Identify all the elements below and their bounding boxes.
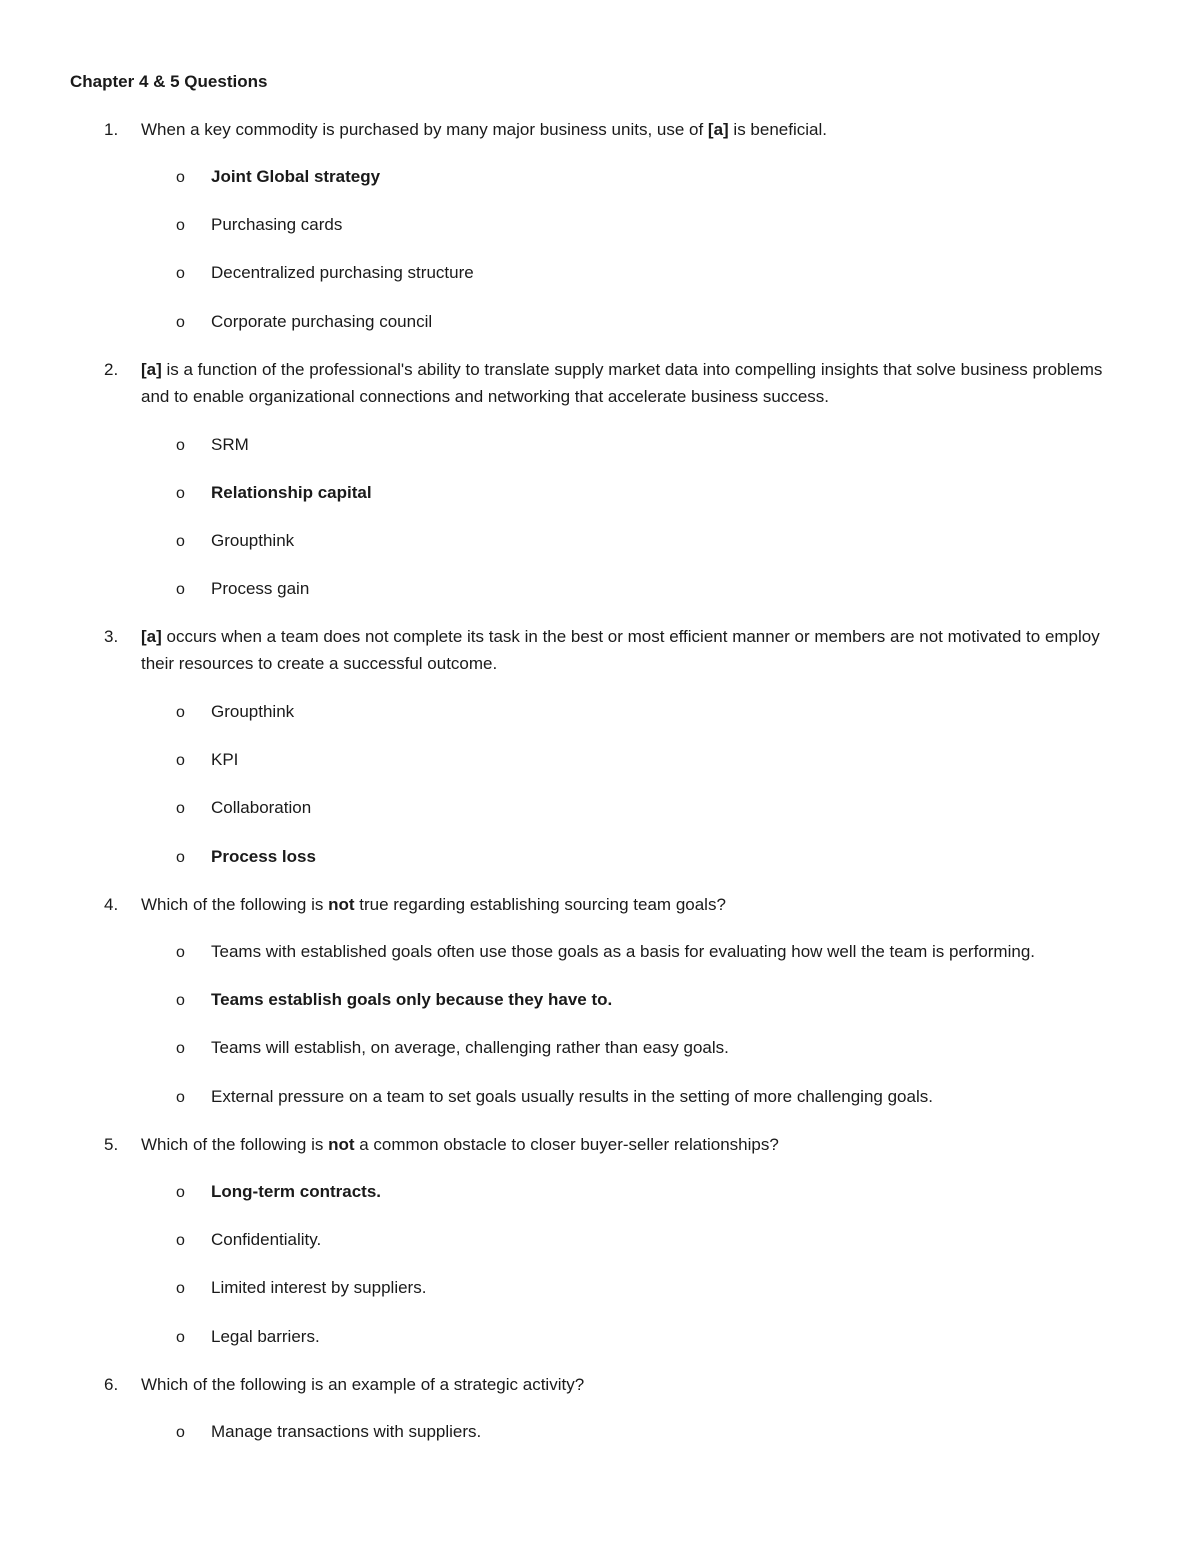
answer-option: Teams with established goals often use those goals as a basis for evaluating how well the team is performing. [211, 942, 1036, 961]
question-number: 5. [104, 1135, 119, 1154]
bullet-icon: o [176, 1232, 185, 1249]
question-text: Which of the following is not a common obstacle to closer buyer-seller relationships? [141, 1135, 779, 1154]
question-text: When a key commodity is purchased by many major business units, use of [a] is beneficial. [141, 120, 827, 139]
answer-option-correct: Process loss [211, 847, 316, 866]
question-number: 2. [104, 360, 119, 379]
answer-option: Groupthink [211, 531, 295, 550]
bullet-icon: o [176, 217, 185, 234]
bullet-icon: o [176, 1184, 185, 1201]
question-text: [a] is a function of the professional's ability to translate supply market data into compelling insights that solve business problems and to enable organizational connections and networking that accelerate business success. [141, 360, 1103, 406]
answer-option-correct: Relationship capital [211, 483, 372, 502]
bullet-icon: o [176, 752, 185, 769]
answer-option: KPI [211, 750, 239, 769]
bullet-icon: o [176, 314, 185, 331]
answer-option: Teams will establish, on average, challenging rather than easy goals. [211, 1038, 729, 1057]
bullet-icon: o [176, 1280, 185, 1297]
bullet-icon: o [176, 437, 185, 454]
answer-option: Confidentiality. [211, 1230, 322, 1249]
answer-option: Purchasing cards [211, 215, 343, 234]
question-number: 6. [104, 1375, 119, 1394]
bullet-icon: o [176, 704, 185, 721]
bullet-icon: o [176, 533, 185, 550]
question-number: 1. [104, 120, 119, 139]
page-title: Chapter 4 & 5 Questions [70, 72, 268, 91]
bullet-icon: o [176, 992, 185, 1009]
answer-option: Corporate purchasing council [211, 312, 433, 331]
answer-option: SRM [211, 435, 249, 454]
answer-option: External pressure on a team to set goals usually results in the setting of more challenging goals. [211, 1087, 933, 1106]
bullet-icon: o [176, 800, 185, 817]
bullet-icon: o [176, 1424, 185, 1441]
answer-option: Groupthink [211, 702, 295, 721]
answer-option: Decentralized purchasing structure [211, 263, 474, 282]
answer-option-correct: Long-term contracts. [211, 1182, 382, 1201]
question-text: [a] occurs when a team does not complete its task in the best or most efficient manner or members are not motivated to employ their resources to create a successful outcome. [141, 627, 1100, 673]
question-number: 3. [104, 627, 119, 646]
answer-option: Legal barriers. [211, 1327, 320, 1346]
bullet-icon: o [176, 944, 185, 961]
answer-option-correct: Joint Global strategy [211, 167, 381, 186]
answer-option: Process gain [211, 579, 310, 598]
bullet-icon: o [176, 1040, 185, 1057]
bullet-icon: o [176, 265, 185, 282]
answer-option: Collaboration [211, 798, 312, 817]
bullet-icon: o [176, 849, 185, 866]
question-number: 4. [104, 895, 119, 914]
bullet-icon: o [176, 169, 185, 186]
bullet-icon: o [176, 581, 185, 598]
bullet-icon: o [176, 485, 185, 502]
answer-option: Limited interest by suppliers. [211, 1278, 427, 1297]
answer-option-correct: Teams establish goals only because they have to. [211, 990, 613, 1009]
question-text: Which of the following is not true regarding establishing sourcing team goals? [141, 895, 726, 914]
bullet-icon: o [176, 1329, 185, 1346]
answer-option: Manage transactions with suppliers. [211, 1422, 482, 1441]
question-text: Which of the following is an example of a strategic activity? [141, 1375, 585, 1394]
bullet-icon: o [176, 1089, 185, 1106]
